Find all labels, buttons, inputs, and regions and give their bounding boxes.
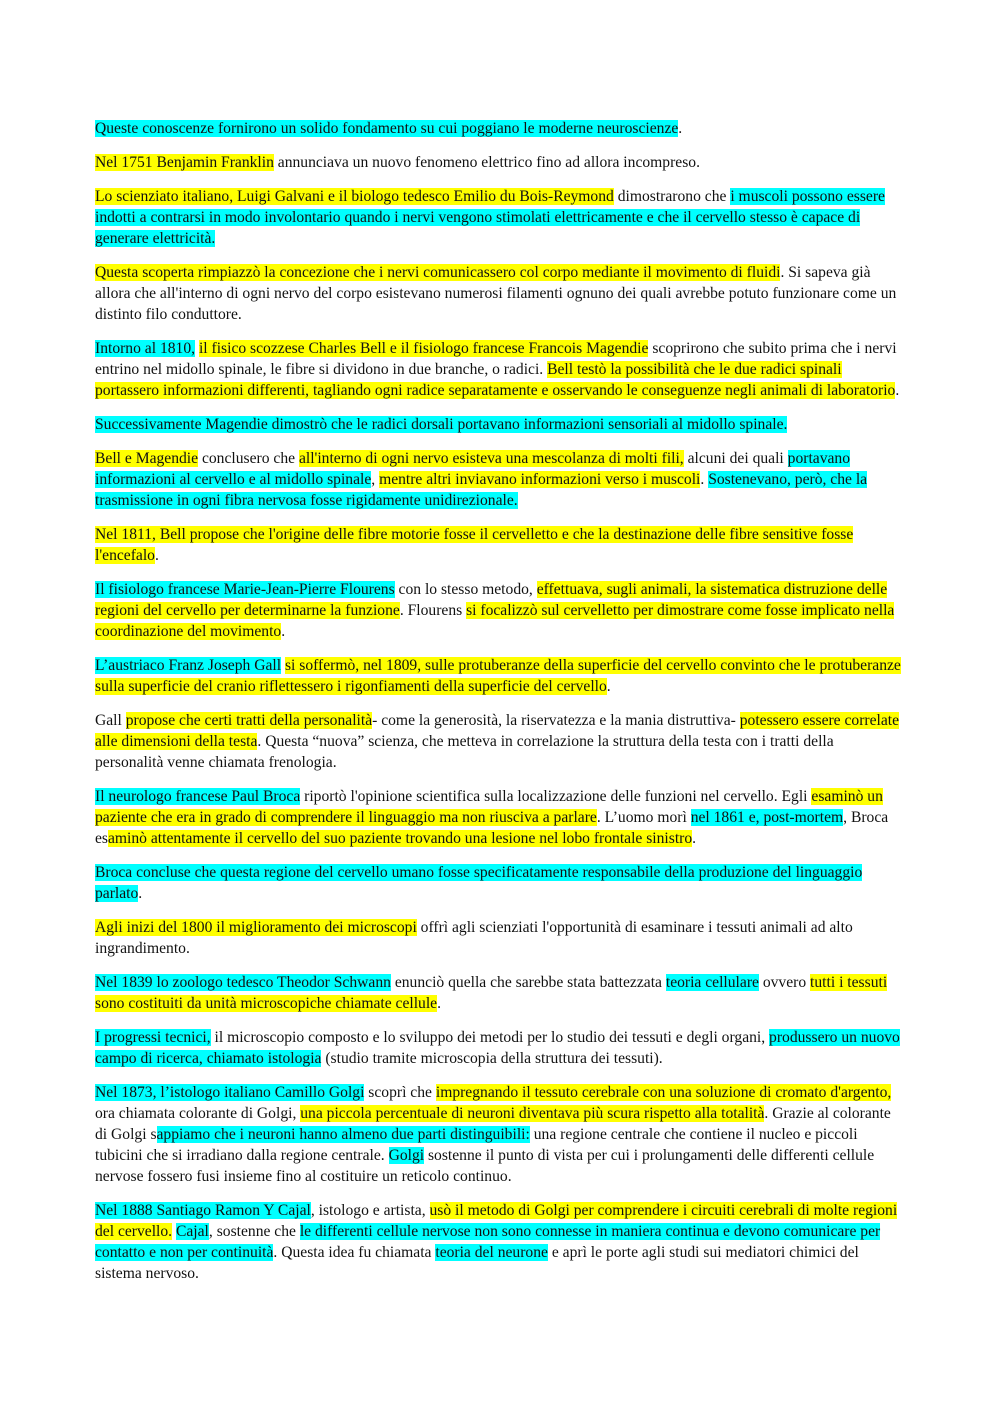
paragraph-13 <box>95 862 905 904</box>
highlight-cyan: i muscoli possono essere indotti a contrarsi in modo involontario quando i nervi vengono stimolati elettricamente e che il cervello stesso è capace di generare elettricità. <box>95 188 885 247</box>
highlight-yellow: Questa scoperta rimpiazzò la concezione che i nervi comunicassero col corpo mediante il movimento di fluidi <box>95 264 781 281</box>
highlight-cyan: Nel 1888 Santiago Ramon Y Cajal <box>95 1202 311 1219</box>
paragraph-10 <box>95 655 905 697</box>
paragraph-1 <box>95 118 905 139</box>
text-run: dimostrarono che <box>613 188 731 205</box>
paragraph-9 <box>95 579 905 642</box>
text-run: - come la generosità, la riservatezza e la mania distruttiva- <box>372 712 740 729</box>
text-run: alcuni dei quali <box>683 450 788 467</box>
text-run: ovvero <box>758 974 811 991</box>
text-run: ora chiamata colorante di Golgi, <box>95 1105 301 1122</box>
paragraph-15 <box>95 972 905 1014</box>
text-run: Gall <box>95 712 126 729</box>
highlight-cyan: Il fisiologo francese Marie-Jean-Pierre Flourens <box>95 581 395 598</box>
highlight-cyan: Nel 1839 lo zoologo tedesco Theodor Schwann <box>95 974 391 991</box>
highlight-yellow: Nel 1811, Bell propose che l'origine delle fibre motorie fosse il cervelletto e che la destinazione delle fibre sensitive fosse l'encefalo <box>95 526 854 564</box>
highlight-yellow: effettuava, sugli animali, la sistematica distruzione delle regioni del cervello per determinarne la funzione <box>95 581 888 619</box>
highlight-yellow: esaminò un paziente che era in grado di comprendere il linguaggio ma non riusciva a parlare <box>95 788 883 826</box>
highlight-yellow: Nel 1751 Benjamin Franklin <box>95 154 274 171</box>
paragraph-2 <box>95 152 905 173</box>
text-run: , <box>371 471 380 488</box>
paragraph-11 <box>95 710 905 773</box>
highlight-yellow: all'interno di ogni nervo esisteva una mescolanza di molti fili, <box>298 450 684 467</box>
highlight-cyan: Broca concluse che questa regione del cervello umano fosse specificatamente responsabile della produzione del linguaggio parlato <box>95 864 863 902</box>
paragraph-6 <box>95 414 905 435</box>
paragraph-18 <box>95 1200 905 1284</box>
text-run: scoprirono che subito prima che i nervi entrino nel midollo spinale, le fibre si dividono in due branche, o radici. <box>95 340 897 378</box>
paragraph-5 <box>95 338 905 401</box>
text-run: con lo stesso metodo, <box>394 581 537 598</box>
highlight-cyan: produssero un nuovo campo di ricerca, chiamato istologia <box>95 1029 900 1067</box>
text-run: . L’uomo morì <box>596 809 691 826</box>
highlight-yellow: mentre altri inviavano informazioni verso i muscoli <box>379 471 701 488</box>
text-run: . <box>606 678 611 695</box>
text-run: . <box>437 995 441 1012</box>
text-run: (studio tramite microscopia della struttura dei tessuti). <box>321 1050 663 1067</box>
highlight-cyan: Intorno al 1810, <box>95 340 196 357</box>
text-run: enunciò quella che sarebbe stata battezzata <box>390 974 666 991</box>
text-run: . Si sapeva già allora che all'interno di ogni nervo del corpo esistevano numerosi filamenti ognuno dei quali avrebbe potuto funzionare come un distinto filo conduttore. <box>95 264 897 323</box>
text-run: . Flourens <box>399 602 467 619</box>
text-run: offrì agli scienziati l'opportunità di esaminare i tessuti animali ad alto ingrandimento. <box>95 919 853 957</box>
text-run: il microscopio composto e lo sviluppo dei metodi per lo studio dei tessuti e degli organi, <box>210 1029 770 1046</box>
highlight-yellow: si focalizzò sul cervelletto per dimostrare come fosse implicato nella coordinazione del movimento <box>95 602 895 640</box>
text-run: . <box>700 471 709 488</box>
text-run: . Questa idea fu chiamata <box>273 1244 436 1261</box>
highlight-yellow: il fisico scozzese Charles Bell e il fisiologo francese Francois Magendie <box>198 340 649 357</box>
text-run: e aprì le porte agli studi sui mediatori chimici del sistema nervoso. <box>95 1244 859 1282</box>
paragraph-8 <box>95 524 905 566</box>
document-page <box>95 118 905 1297</box>
text-run: . Questa “nuova” scienza, che metteva in correlazione la struttura della testa con i tratti della personalità venne chiamata frenologia. <box>95 733 834 771</box>
text-run: conclusero che <box>198 450 299 467</box>
highlight-cyan: Il neurologo francese Paul Broca <box>95 788 301 805</box>
highlight-cyan: teoria cellulare <box>665 974 759 991</box>
highlight-yellow: aminò attentamente il cervello del suo paziente trovando una lesione nel lobo frontale sinistro <box>108 830 693 847</box>
highlight-yellow: Lo scienziato italiano, Luigi Galvani e il biologo tedesco Emilio du Bois-Reymond <box>95 188 614 205</box>
paragraph-17 <box>95 1082 905 1187</box>
highlight-yellow: Bell e Magendie <box>95 450 199 467</box>
paragraph-16 <box>95 1027 905 1069</box>
highlight-cyan: Nel 1873, l’istologo italiano Camillo Golgi <box>95 1084 365 1101</box>
paragraph-3 <box>95 186 905 249</box>
text-run: annunciava un nuovo fenomeno elettrico fino ad allora incompreso. <box>273 154 700 171</box>
text-run: , istologo e artista, <box>310 1202 430 1219</box>
text-run: sostenne il punto di vista per cui i prolungamenti delle differenti cellule nervose fossero fusi insieme fino al costituire un reticolo continuo. <box>95 1147 875 1185</box>
paragraph-12 <box>95 786 905 849</box>
text-run: . <box>678 120 683 137</box>
highlight-yellow: usò il metodo di Golgi per comprendere i circuiti cerebrali di molte regioni del cervello. <box>95 1202 898 1240</box>
text-run: . <box>281 623 286 640</box>
text-run: riportò l'opinione scientifica sulla localizzazione delle funzioni nel cervello. Egli <box>300 788 812 805</box>
highlight-yellow: Agli inizi del 1800 il miglioramento dei microscopi <box>95 919 417 936</box>
highlight-yellow: potessero essere correlate alle dimensioni della testa <box>95 712 900 750</box>
text-run: . <box>154 547 159 564</box>
highlight-cyan: le differenti cellule nervose non sono connesse in maniera continua e devono comunicare per contatto e non per continuità <box>95 1223 881 1261</box>
text-run: , Broca es <box>95 809 889 847</box>
text-run: . <box>692 830 697 847</box>
text-run: una regione centrale che contiene il nucleo e piccoli tubicini che si irradiano dalla regione centrale. <box>95 1126 858 1164</box>
highlight-cyan: Golgi <box>388 1147 425 1164</box>
highlight-cyan: I progressi tecnici, <box>95 1029 211 1046</box>
text-run: . <box>895 382 900 399</box>
text-run: , sostenne che <box>208 1223 300 1240</box>
highlight-cyan: L’austriaco Franz Joseph Gall <box>95 657 282 674</box>
highlight-yellow: si soffermò, nel 1809, sulle protuberanze della superficie del cervello convinto che le protuberanze sulla superficie del cranio riflettessero i rigonfiamenti della superficie del cervello <box>95 657 901 695</box>
text-run: . <box>138 885 143 902</box>
text-run: . Grazie al colorante di Golgi s <box>95 1105 891 1143</box>
paragraph-14 <box>95 917 905 959</box>
highlight-cyan: appiamo che i neuroni hanno almeno due parti distinguibili: <box>156 1126 530 1143</box>
highlight-yellow: una piccola percentuale di neuroni diventava più scura rispetto alla totalità <box>300 1105 765 1122</box>
highlight-yellow: propose che certi tratti della personalità <box>125 712 373 729</box>
paragraph-4 <box>95 262 905 325</box>
highlight-cyan: nel 1861 e, post-mortem <box>690 809 844 826</box>
highlight-cyan: Sostenevano, però, che la trasmissione in ogni fibra nervosa fosse rigidamente unidirezionale. <box>95 471 868 509</box>
highlight-cyan: Successivamente Magendie dimostrò che le radici dorsali portavano informazioni sensoriali al midollo spinale. <box>95 416 788 433</box>
highlight-cyan: portavano informazioni al cervello e al midollo spinale <box>95 450 851 488</box>
highlight-yellow: impregnando il tessuto cerebrale con una soluzione di cromato d'argento, <box>435 1084 892 1101</box>
paragraph-7 <box>95 448 905 511</box>
highlight-cyan: Cajal <box>175 1223 209 1240</box>
text-run: scoprì che <box>364 1084 436 1101</box>
highlight-cyan: teoria del neurone <box>435 1244 548 1261</box>
highlight-yellow: tutti i tessuti sono costituiti da unità microscopiche chiamate cellule <box>95 974 888 1012</box>
highlight-cyan: Queste conoscenze fornirono un solido fondamento su cui poggiano le moderne neuroscienze <box>95 120 679 137</box>
highlight-yellow: Bell testò la possibilità che le due radici spinali portassero informazioni differenti, tagliando ogni radice separatamente e osservando le conseguenze negli animali di laboratorio <box>95 361 896 399</box>
